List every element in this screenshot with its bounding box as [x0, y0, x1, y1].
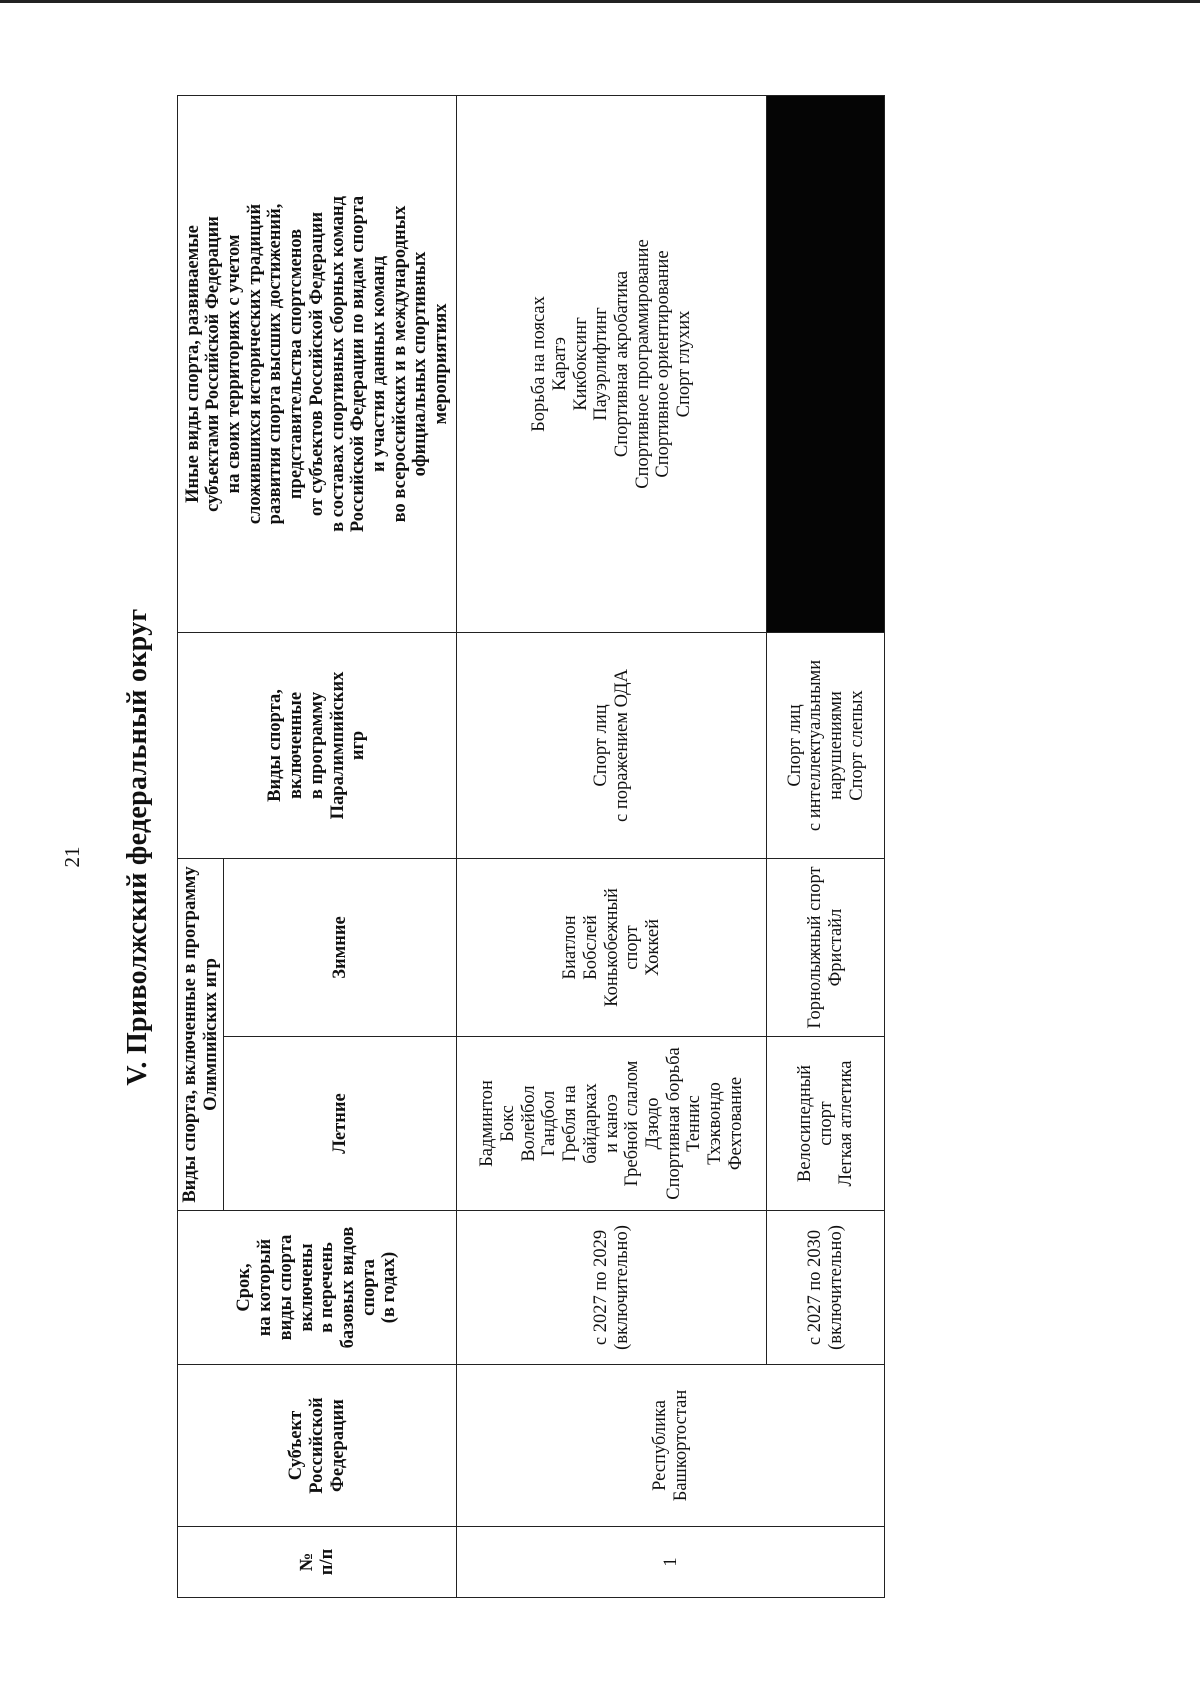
row-subject: Республика Башкортостан	[457, 1365, 885, 1527]
row-paralympic-a: Спорт лиц с поражением ОДА	[457, 632, 767, 858]
row-summer-b: Велосипедный спорт Легкая атлетика	[767, 1037, 885, 1211]
header-subject: Субъект Российской Федерации	[178, 1365, 457, 1527]
header-olympic-group: Виды спорта, включенные в программу Олимпийских игр	[178, 858, 224, 1210]
row-term-b: с 2027 по 2030 (включительно)	[767, 1211, 885, 1365]
row-term-a: с 2027 по 2029 (включительно)	[457, 1211, 767, 1365]
redacted-cell	[767, 95, 885, 632]
header-winter: Зимние	[224, 858, 457, 1036]
header-summer: Летние	[224, 1037, 457, 1211]
row-winter-a: Биатлон Бобслей Конькобежный спорт Хоккей	[457, 858, 767, 1036]
header-paralympic: Виды спорта, включенные в программу Паралимпийских игр	[178, 632, 457, 858]
page-title: V. Приволжский федеральный округ	[122, 608, 153, 1086]
row-summer-a: Бадминтон Бокс Волейбол Гандбол Гребля на байдарках и каноэ Гребной слалом Дзюдо Спортивная борьба Теннис Тхэквондо Фехтование	[457, 1037, 767, 1211]
header-other: Иные виды спорта, развиваемые субъектами Российской Федерации на своих территориях с учетом сложившихся исторических традиций развития спорта высших достижений, представительства спортсменов от субъектов Российской Федерации в составах спортивных сборных команд Российской Федерации по видам спорта и участия данных команд во всероссийских и в международных официальных спортивных мероприятиях	[178, 95, 457, 632]
row-num: 1	[457, 1527, 885, 1598]
row-winter-b: Горнолыжный спорт Фристайл	[767, 858, 885, 1036]
sports-table	[177, 95, 885, 1598]
header-term: Срок, на который виды спорта включены в перечень базовых видов спорта (в годах)	[178, 1211, 457, 1365]
row-paralympic-b: Спорт лиц с интеллектуальными нарушениями Спорт слепых	[767, 632, 885, 858]
header-num: № п/п	[178, 1527, 457, 1598]
row-other-a: Борьба на поясах Каратэ Кикбоксинг Пауэрлифтинг Спортивная акробатика Спортивное программирование Спортивное ориентирование Спорт глухих	[457, 95, 767, 632]
header-row-1	[178, 95, 224, 1597]
page-number: 21	[60, 846, 84, 868]
table-row	[457, 95, 767, 1597]
